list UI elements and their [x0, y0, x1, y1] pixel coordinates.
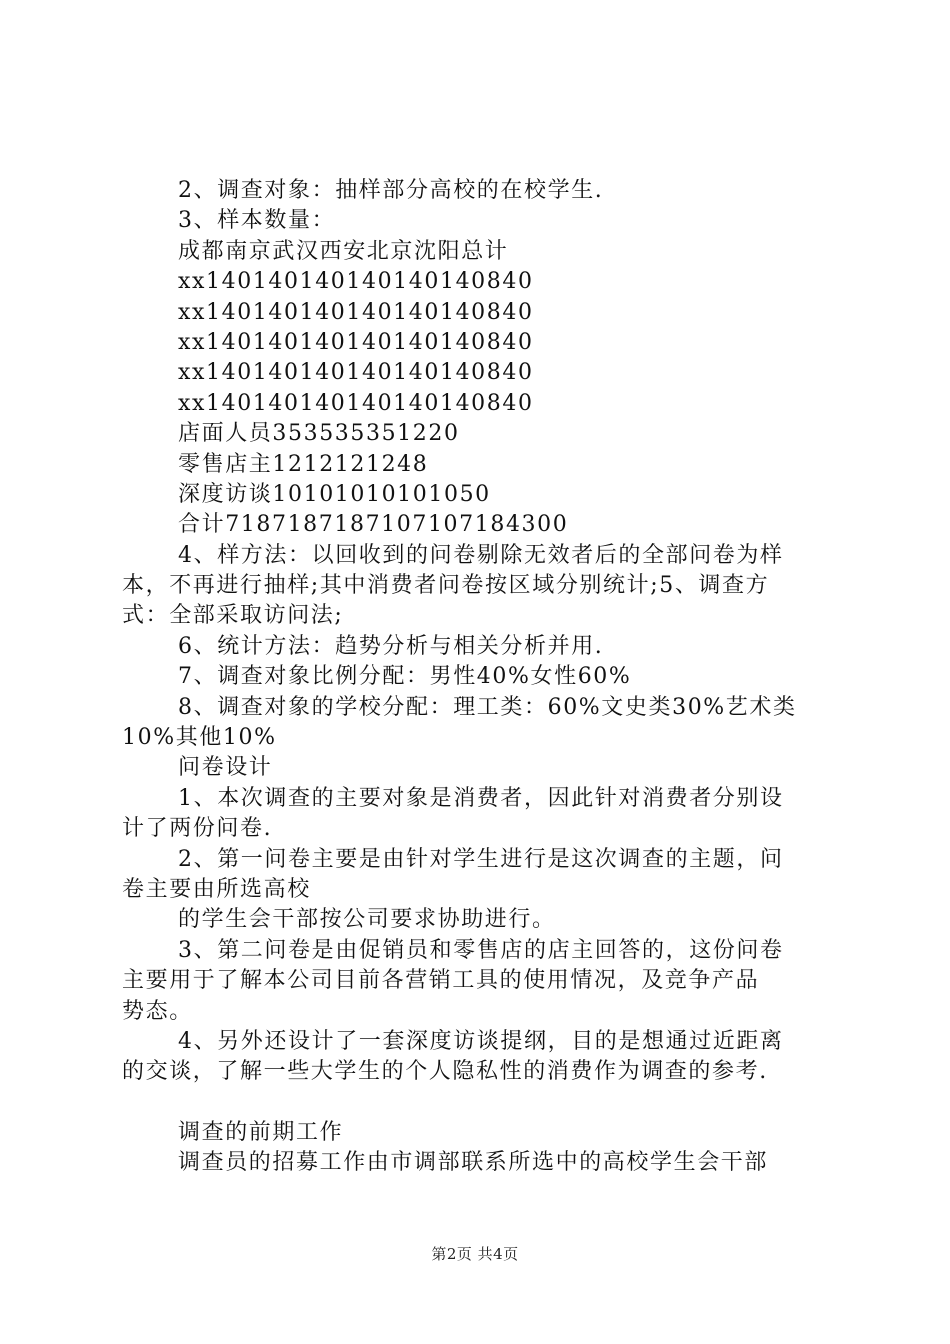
text-line: 1、本次调查的主要对象是消费者，因此针对消费者分别设: [178, 785, 784, 811]
page-number-footer: 第2页 共4页: [431, 1245, 519, 1263]
text-line: 计了两份问卷.: [122, 816, 273, 842]
section-heading: 调查的前期工作: [178, 1119, 344, 1145]
text-line: 10%其他10%: [122, 725, 277, 751]
text-line: 式：全部采取访问法;: [122, 603, 344, 629]
text-line: xx140140140140140140840: [178, 360, 534, 386]
text-line: 7、调查对象比例分配：男性40%女性60%: [178, 664, 632, 690]
text-line: 本，不再进行抽样;其中消费者问卷按区域分别统计;5、调查方: [122, 573, 770, 599]
text-line: xx140140140140140140840: [178, 299, 534, 325]
text-line: 深度访谈10101010101050: [178, 481, 491, 507]
text-line: 零售店主1212121248: [178, 451, 429, 477]
text-line: 店面人员353535351220: [178, 421, 460, 447]
text-line: xx140140140140140140840: [178, 329, 534, 355]
text-line: 3、样本数量：: [178, 208, 336, 234]
text-line: 3、第二问卷是由促销员和零售店的店主回答的，这份问卷: [178, 937, 784, 963]
text-line: 8、调查对象的学校分配：理工类：60%文史类30%艺术类: [178, 694, 797, 720]
text-line: xx140140140140140140840: [178, 269, 534, 295]
text-line: 卷主要由所选高校: [122, 876, 311, 902]
text-line: 势态。: [122, 998, 193, 1024]
paragraph-gap: [122, 1088, 830, 1118]
text-line: 合计718718718710710718430​0: [178, 512, 569, 538]
text-line: 的学生会干部按公司要求协助进行。: [178, 907, 556, 933]
text-line: xx140140140140140140840: [178, 390, 534, 416]
text-line: 调查员的招募工作由市调部联系所选中的高校学生会干部: [178, 1150, 769, 1176]
section-heading: 问卷设计: [178, 755, 273, 781]
text-line: 6、统计方法：趋势分析与相关分析并用.: [178, 633, 604, 659]
text-line: 4、样方法：以回收到的问卷剔除无效者后的全部问卷为样: [178, 542, 784, 568]
document-body: [122, 176, 830, 1179]
text-line: 2、调查对象：抽样部分高校的在校学生.: [178, 178, 604, 203]
text-line: 4、另外还设计了一套深度访谈提纲，目的是想通过近距离: [178, 1028, 784, 1054]
text-line: 成都南京武汉西安北京沈阳总计: [178, 238, 509, 264]
text-line: 的交谈，了解一些大学生的个人隐私性的消费作为调查的参考.: [122, 1059, 768, 1085]
text-line: 2、第一问卷主要是由针对学生进行是这次调查的主题，问: [178, 846, 784, 872]
text-line: 主要用于了解本公司目前各营销工具的使用情况，及竞争产品: [122, 968, 760, 994]
